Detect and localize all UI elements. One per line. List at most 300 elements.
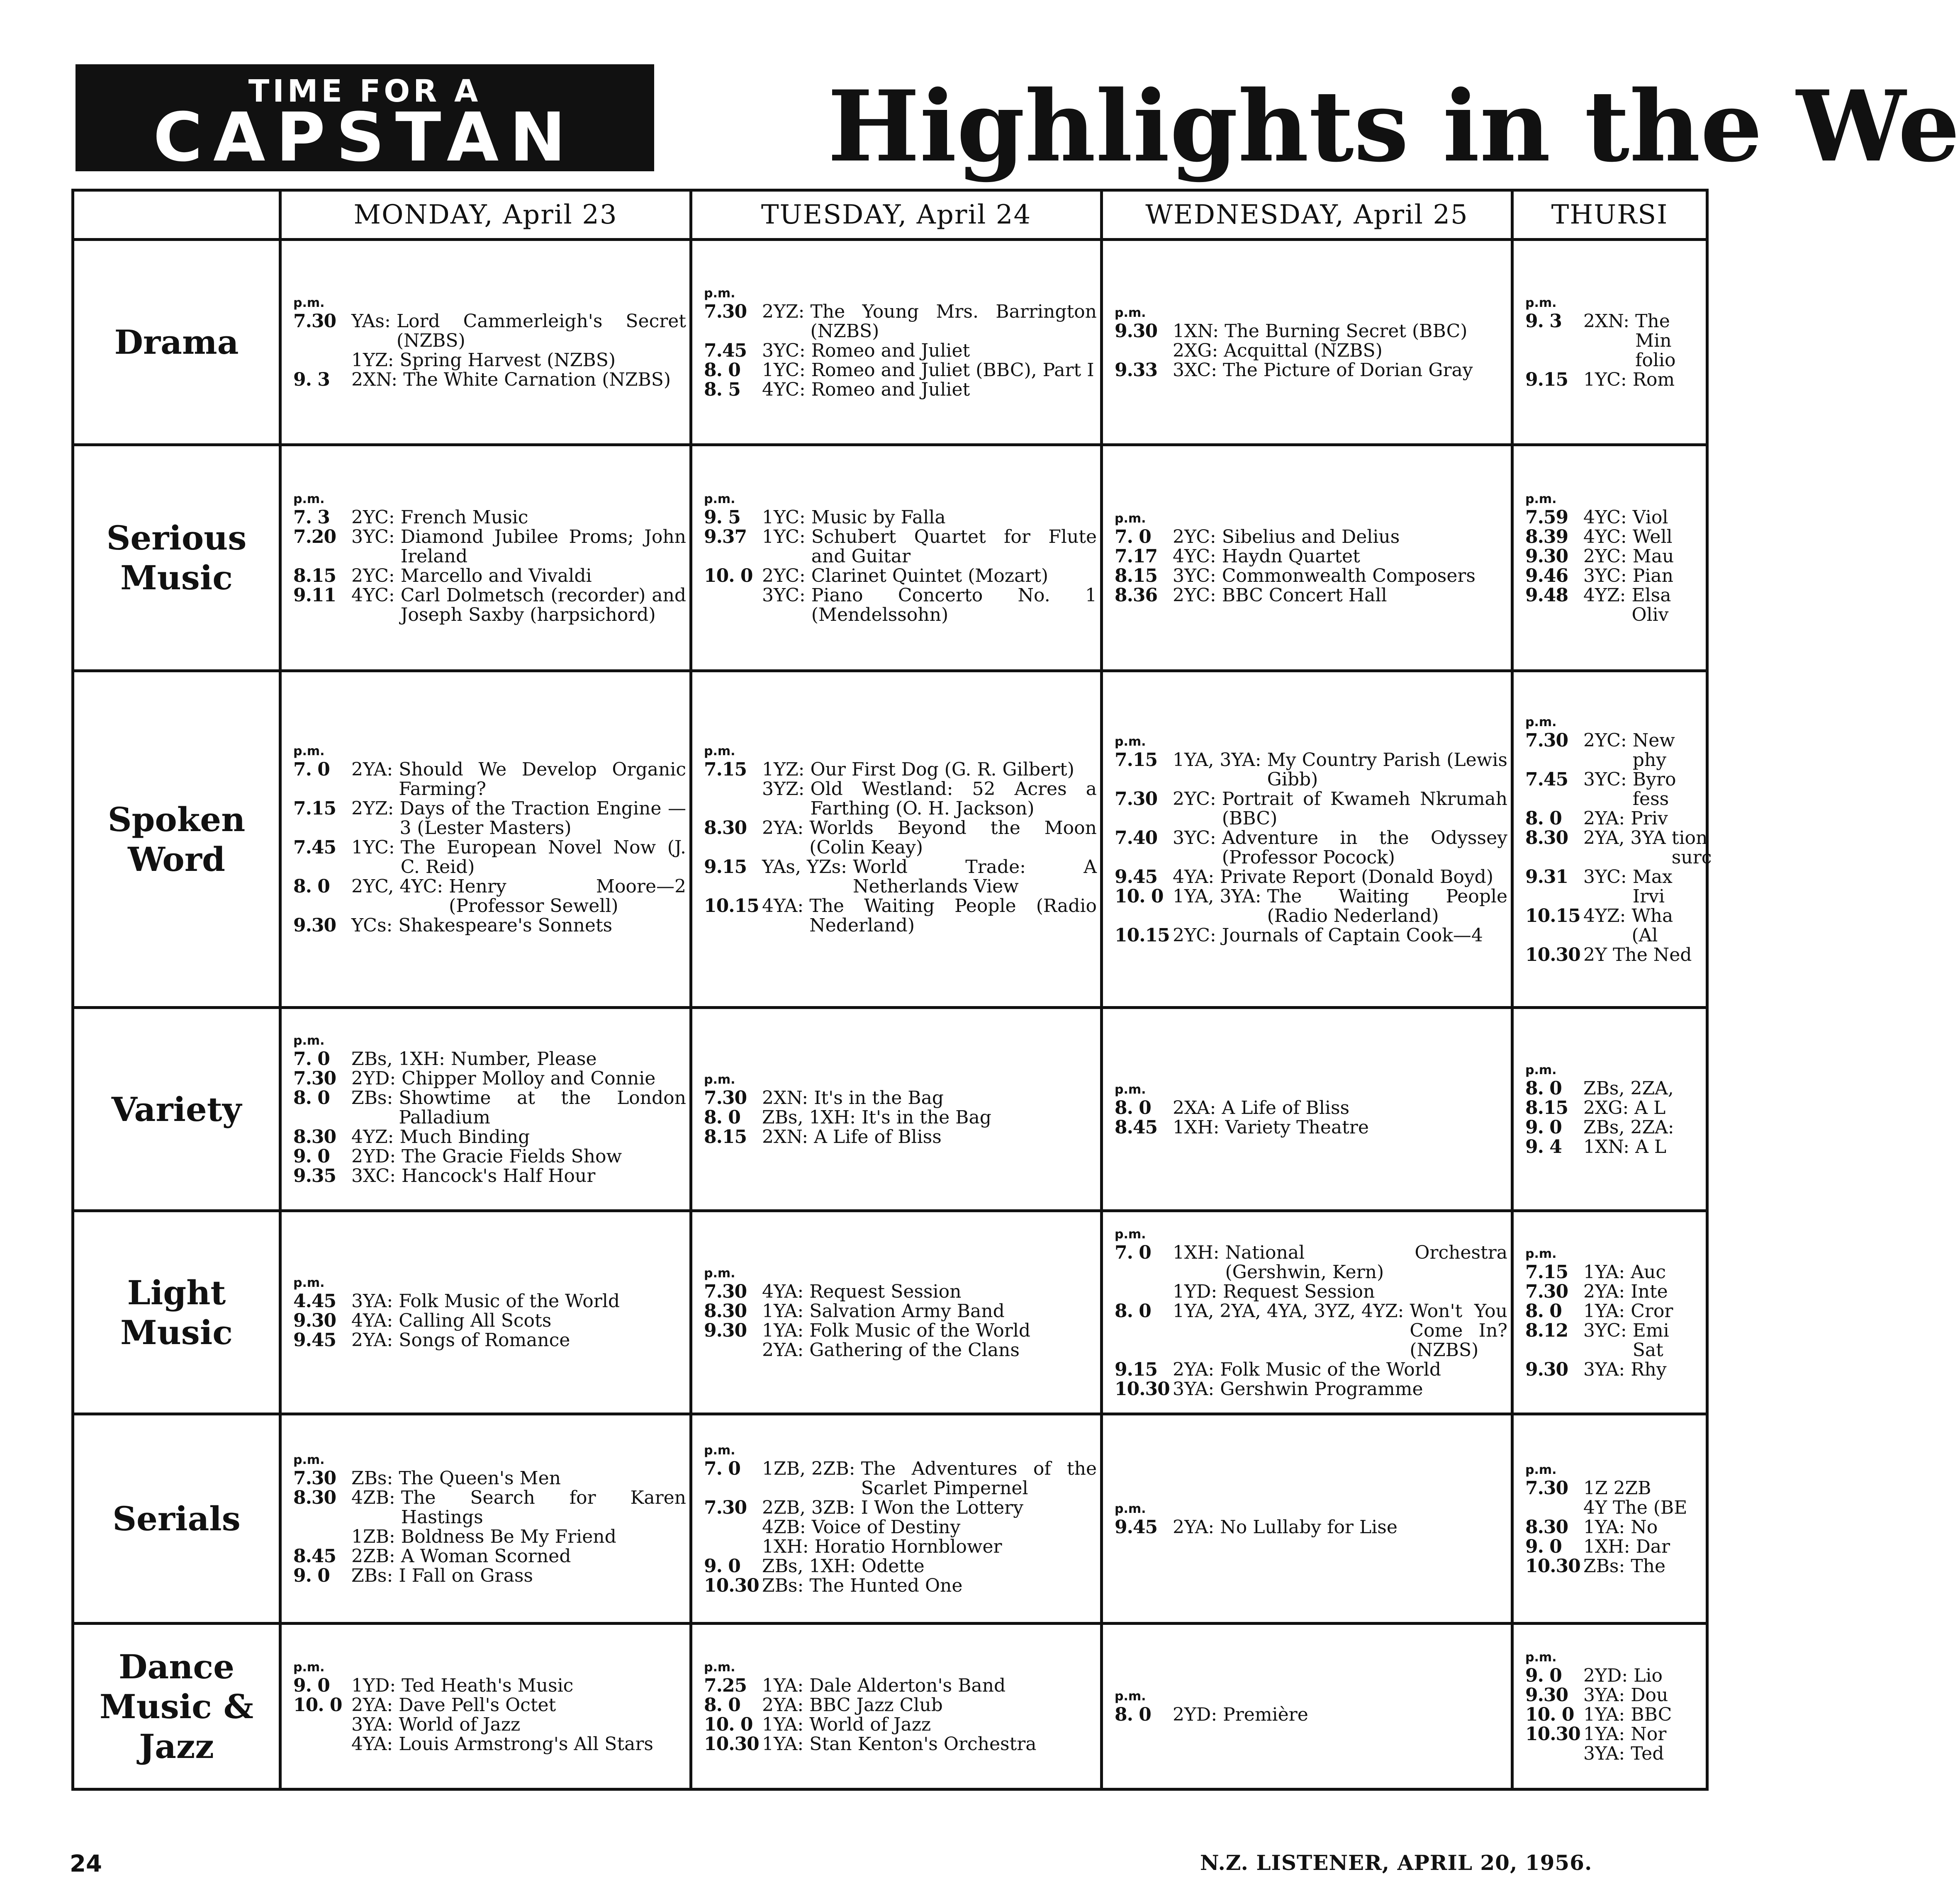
programme-time [293,1734,351,1754]
programme-time: 8.39 [1525,526,1568,547]
programme-stations: 2Y [1583,944,1607,965]
programme-entry [293,1127,686,1147]
pm-label: p.m. [1115,305,1146,320]
programme-entry [1525,731,1702,770]
programme-title: A L [1634,1097,1666,1118]
programme-title: Odette [861,1555,925,1577]
programme-time: 9.31 [1525,866,1568,887]
programme-time: 7. 0 [293,759,330,780]
programme-stations: 1XH: [1173,1242,1220,1263]
programme-time: 8.36 [1115,585,1158,606]
programme-entry [293,566,686,586]
programme-time: 7.30 [1525,1477,1568,1499]
programme-entry [704,1321,1097,1340]
programme-stations: 1ZB, 2ZB: [762,1458,855,1479]
programme-title: Our First Dog (G. R. Gilbert) [810,759,1074,780]
day-cell [1512,1008,1707,1211]
pm-label: p.m. [1525,1246,1557,1261]
day-header-tuesday: TUESDAY, April 24 [691,190,1102,240]
programme-stations: YAs: [351,311,391,332]
capstan-advert-banner [75,64,654,177]
programme-entry [1115,1301,1507,1360]
programme-entry [1115,566,1507,586]
programme-stations: 4YA: [351,1733,393,1755]
pm-label: p.m. [704,286,735,301]
programme-time: 7.30 [1525,1281,1568,1302]
programme-entry [293,1069,686,1088]
programme-time: 8. 0 [293,1087,330,1109]
programme-time [704,779,762,818]
programme-time: 9. 3 [293,369,330,390]
programme-stations: 2YA: [351,1694,393,1716]
programme-stations: 3YC: [1173,827,1216,849]
programme-entry [1525,1705,1702,1724]
programme-time: 9.15 [1115,1359,1158,1380]
programme-time: 7.15 [293,798,336,819]
programme-title: National Orchestra (Gershwin, Kern) [1225,1242,1507,1283]
programme-stations: 2YA: [351,1330,393,1351]
programme-time: 7.25 [704,1675,747,1696]
programme-stations: 2XG: [1173,340,1218,361]
programme-entry [1115,1360,1507,1379]
programme-title: A L [1635,1136,1667,1157]
programme-time [1115,1282,1173,1301]
programme-title: BBC Concert Hall [1222,585,1387,606]
programme-entry [704,1301,1097,1321]
programme-entry [1525,1118,1702,1137]
programme-stations: 1XN: [1173,320,1219,342]
day-cell [691,1414,1102,1624]
programme-entry [1115,1243,1507,1282]
programme-title: Lio [1634,1665,1663,1686]
programme-entry [1525,1360,1702,1379]
programme-entry [1525,1537,1702,1556]
programme-time [1525,1744,1583,1763]
programme-time: 8. 0 [293,876,330,897]
programme-stations: 1YD: [351,1675,396,1696]
programme-stations: 1YA, 3YA: [1173,749,1261,771]
programme-title: Romeo and Juliet [811,379,970,400]
programme-time: 10. 0 [293,1694,342,1716]
programme-time: 8. 0 [1115,1097,1151,1118]
programme-stations: ZBs: [351,1565,393,1586]
programme-stations: 2YA: [1173,1516,1215,1538]
programme-entry [1115,1517,1507,1537]
programme-stations: 3YA: [1583,1743,1625,1764]
programme-title: Priv [1631,807,1668,829]
programme-title: I Won the Lottery [861,1497,1024,1518]
programme-entry [704,1676,1097,1695]
day-cell [691,1624,1102,1789]
programme-entry [1525,1556,1702,1576]
programme-time: 8. 0 [704,1107,740,1128]
corner-cell [73,190,280,240]
programme-entry [704,1517,1097,1537]
programme-stations: 1XH: [1583,1536,1630,1557]
programme-entry [704,302,1097,341]
day-header-row [73,190,1707,240]
programme-entry [1525,1282,1702,1301]
programme-entry [1115,867,1507,887]
programme-entry [293,1291,686,1311]
pm-label: p.m. [704,492,735,506]
programme-time [293,350,351,370]
programme-title: Won't You Come In? (NZBS) [1410,1300,1507,1361]
programme-time: 7.30 [704,1497,747,1518]
programme-title: The Waiting People (Radio Nederland) [809,895,1097,936]
day-cell [280,445,691,671]
programme-time: 9.30 [1525,1685,1568,1706]
programme-stations: 1YC: [351,837,395,858]
programme-stations: 3YA: [1583,1685,1625,1706]
programme-time: 8. 0 [1525,807,1562,829]
programme-title: A Life of Bliss [1222,1097,1350,1118]
programme-time: 10.30 [1525,944,1580,965]
programme-time [293,1527,351,1546]
programme-stations: 2ZB, 3ZB: [762,1497,855,1518]
programme-title: A Woman Scorned [401,1546,571,1567]
category-label: Variety [73,1008,280,1211]
programme-title: Days of the Traction Engine —3 (Lester Masters) [399,798,686,839]
programme-time: 9. 0 [293,1675,330,1696]
pm-label: p.m. [1525,715,1557,729]
programme-time: 8.15 [704,1126,747,1148]
programme-entry [1525,1079,1702,1098]
programme-time [704,1340,762,1360]
programme-entry [704,566,1097,586]
programme-entry [1115,360,1507,380]
programme-stations: 4YC: [1583,507,1627,528]
pm-label: p.m. [293,1033,325,1048]
programme-title: Much Binding [399,1126,530,1148]
programme-title: BBC [1631,1704,1672,1725]
programme-title: Boldness Be My Friend [401,1526,616,1547]
programme-title: Music by Falla [811,507,946,528]
programme-stations: 2YC: [1583,729,1627,751]
programme-time: 8. 5 [704,379,740,400]
programme-entry [704,508,1097,527]
programme-title: Schubert Quartet for Flute and Guitar [811,526,1097,567]
programme-time: 8.30 [704,1300,747,1322]
programme-stations: 4YZ: [1583,585,1626,606]
day-cell [1102,1211,1512,1414]
programme-entry [293,1695,686,1715]
programme-entry [1525,867,1702,906]
programme-time: 7.15 [704,759,747,780]
programme-title: Showtime at the London Palladium [399,1087,686,1128]
programme-title: The Min folio [1635,311,1676,371]
day-cell [1512,1624,1707,1789]
programme-entry [293,1088,686,1127]
programme-stations: 4Y [1583,1497,1607,1518]
programme-entry [293,1676,686,1695]
programme-entry [1525,370,1702,389]
programme-title: Emi Sat [1632,1320,1669,1361]
programme-title: Wha (Al [1631,905,1673,946]
programme-stations: 2XN: [762,1087,808,1109]
programme-stations: 2YA: [762,817,804,839]
pm-label: p.m. [1115,1501,1146,1516]
programme-title: World Trade: A Netherlands View [852,856,1097,897]
programme-entry [1115,1705,1507,1724]
programme-title: Dale Alderton's Band [809,1675,1006,1696]
programme-entry [293,1049,686,1069]
programme-entry [704,1537,1097,1556]
programme-time: 8.30 [293,1126,336,1148]
category-row [73,445,1707,671]
programme-title: The Gracie Fields Show [402,1146,622,1167]
programme-stations: 1YA: [1583,1516,1625,1538]
programme-stations: ZBs: [351,1468,393,1489]
programme-time: 7.45 [1525,768,1568,790]
programme-time: 8. 0 [1115,1704,1151,1725]
pm-label: p.m. [293,296,325,310]
day-cell [1512,1414,1707,1624]
programme-entry [293,1527,686,1546]
programme-stations: 2YZ: [351,798,394,819]
programme-entry [293,877,686,916]
programme-entry [704,1459,1097,1498]
programme-stations: 1XH: [1173,1116,1220,1138]
programme-entry [1525,1262,1702,1282]
programme-stations: 2YC, 4YC: [351,876,443,897]
programme-time: 8.30 [1525,1516,1568,1538]
programme-time: 10.30 [1115,1378,1170,1400]
programme-title: Dar [1636,1536,1670,1557]
day-cell [1102,1624,1512,1789]
programme-entry [1115,321,1507,341]
programme-title: No [1631,1516,1658,1538]
programme-entry [293,916,686,935]
issue-line: N.Z. LISTENER, APRIL 20, 1956. [1200,1850,1592,1875]
programme-entry [293,586,686,625]
programme-stations: ZBs, 1XH: [762,1107,856,1128]
programme-entry [293,508,686,527]
programme-entry [293,799,686,838]
programme-title: It's in the Bag [861,1107,991,1128]
programme-entry [1525,1517,1702,1537]
programme-entry [704,527,1097,566]
programme-stations: 4YA: [762,895,804,917]
programme-title: Stan Kenton's Orchestra [809,1733,1037,1755]
highlights-table [71,189,1712,1791]
programme-title: New phy [1632,729,1675,771]
programme-title: The White Carnation (NZBS) [403,369,671,390]
programme-stations: 1YA: [1583,1261,1625,1283]
programme-stations: 3YA: [351,1291,393,1312]
programme-stations: 2YC: [1173,924,1216,946]
programme-entry [293,527,686,566]
programme-entry [293,370,686,389]
programme-time [704,1537,762,1556]
programme-stations: 1YC: [1583,369,1627,390]
programme-stations: 1YA: [762,1675,804,1696]
programme-time: 10.15 [704,895,759,917]
programme-title: Gershwin Programme [1220,1378,1423,1400]
programme-time: 7.30 [293,311,336,332]
programme-entry [293,1166,686,1186]
programme-title: Byro fess [1632,768,1676,810]
programme-title: World of Jazz [399,1714,521,1735]
pm-label: p.m. [293,1276,325,1290]
programme-title: Request Session [809,1281,962,1302]
pm-label: p.m. [704,1072,735,1087]
programme-stations: 2YZ: [762,301,805,322]
programme-entry [704,1088,1097,1108]
programme-entry [293,350,686,370]
programme-entry [704,341,1097,360]
programme-title: Mau [1632,546,1674,567]
programme-stations: 3XC: [1173,359,1217,381]
programme-title: Ted [1631,1743,1664,1764]
programme-stations: 3YC: [762,585,806,606]
programme-entry [1525,1301,1702,1321]
programme-title: Folk Music of the World [809,1320,1031,1341]
programme-title: Old Westland: 52 Acres a Farthing (O. H. Jackson) [810,778,1097,819]
programme-title: The Ned [1613,944,1692,965]
programme-stations: ZBs: [1583,1555,1625,1577]
programme-title: Spring Harvest (NZBS) [399,350,616,371]
programme-title: Gathering of the Clans [809,1339,1020,1361]
programme-entry [1525,586,1702,625]
programme-title: Private Report (Donald Boyd) [1220,866,1494,887]
programme-title: French Music [400,507,528,528]
programme-time: 9.30 [704,1320,747,1341]
programme-title: The Queen's Men [399,1468,561,1489]
programme-entry [1525,945,1702,965]
programme-entry [293,1330,686,1350]
day-cell [280,1414,691,1624]
pm-label: p.m. [1115,511,1146,526]
programme-title: The Waiting People (Radio Nederland) [1267,885,1507,926]
programme-time: 8.30 [704,817,747,839]
programme-title: Auc [1631,1261,1666,1283]
programme-title: Rom [1632,369,1675,390]
programme-entry [293,1311,686,1330]
programme-title: Pian [1632,565,1674,586]
day-cell [280,1624,691,1789]
programme-stations: 1YA: [1583,1704,1625,1725]
day-cell [280,1008,691,1211]
programme-stations: 2YC: [1583,546,1627,567]
programme-stations: 1YC: [762,526,806,547]
programme-title: Portrait of Kwameh Nkrumah (BBC) [1222,788,1507,829]
programme-entry [293,311,686,350]
programme-time: 9.15 [704,856,747,878]
programme-time: 8. 0 [1115,1300,1151,1322]
programme-entry [1525,1478,1702,1498]
programme-stations: 3XC: [351,1165,396,1186]
programme-stations: 1YA: [1583,1724,1625,1745]
programme-stations: 3YC: [1173,565,1216,586]
programme-stations: 2YD: [351,1146,396,1167]
programme-stations: ZBs: [762,1575,804,1596]
programme-time: 7.30 [293,1068,336,1089]
programme-stations: 2YD: [351,1068,396,1089]
programme-entry [704,1734,1097,1754]
programme-title: tion surc [1671,827,1712,868]
programme-title: No Lullaby for Lise [1220,1516,1398,1538]
programme-entry [1525,1137,1702,1157]
programme-title: Cror [1631,1300,1673,1322]
programme-title: Diamond Jubilee Proms; John Ireland [400,526,686,567]
programme-time: 7. 0 [1115,526,1151,547]
programme-title: The Burning Secret (BBC) [1225,320,1468,342]
programme-entry [1115,527,1507,547]
programme-stations: 4YZ: [351,1126,394,1148]
day-cell [691,671,1102,1008]
programme-time: 9.30 [293,1310,336,1331]
programme-time: 9. 0 [1525,1665,1562,1686]
programme-entry [704,1576,1097,1595]
programme-title: The (BE [1613,1497,1687,1518]
pm-label: p.m. [704,1443,735,1458]
programme-title: World of Jazz [809,1714,931,1735]
programme-stations: 2XG: [1583,1097,1629,1118]
programme-stations: 4YA: [1173,866,1215,887]
programme-time: 9. 5 [704,507,740,528]
programme-time: 9. 3 [1525,311,1562,332]
programme-entry [704,1282,1097,1301]
category-label: Drama [73,240,280,445]
programme-time: 9.37 [704,526,747,547]
programme-time: 7.59 [1525,507,1568,528]
programme-time: 7.45 [704,340,747,361]
page-number: 24 [70,1850,102,1877]
programme-title: The European Novel Now (J. C. Reid) [400,837,686,878]
pm-label: p.m. [704,1266,735,1281]
programme-time: 9.15 [1525,369,1568,390]
programme-stations: 4YZ: [1583,905,1626,926]
programme-title: Sibelius and Delius [1222,526,1400,547]
programme-time: 7.40 [1115,827,1158,849]
programme-title: Hancock's Half Hour [402,1165,596,1186]
pm-label: p.m. [1115,1689,1146,1704]
programme-time: 7.17 [1115,546,1158,567]
programme-time: 8.15 [293,565,336,586]
programme-stations: 2YC: [1173,788,1216,810]
programme-entry [704,1127,1097,1147]
programme-time: 7. 0 [293,1048,330,1070]
programme-time: 9.45 [1115,1516,1158,1538]
category-row [73,1414,1707,1624]
pm-label: p.m. [1525,1650,1557,1665]
day-cell [280,1211,691,1414]
programme-stations: 2YC: [762,565,806,586]
programme-title: Folk Music of the World [1220,1359,1441,1380]
programme-entry [704,779,1097,818]
programme-title: The Search for Karen Hastings [401,1487,686,1528]
day-cell [691,1008,1102,1211]
programme-stations: 2YC: [1173,526,1216,547]
programme-time: 9.45 [293,1330,336,1351]
programme-title: Lord Cammerleigh's Secret (NZBS) [396,311,686,351]
programme-title: It's in the Bag [814,1087,944,1109]
programme-title: Journals of Captain Cook—4 [1222,924,1483,946]
pm-label: p.m. [1115,1227,1146,1242]
programme-entry [704,1715,1097,1734]
day-cell [280,671,691,1008]
programme-entry [293,1147,686,1166]
pm-label: p.m. [1115,1082,1146,1097]
programme-time: 9.45 [1115,866,1158,887]
pm-label: p.m. [1525,296,1557,310]
programme-time: 7. 0 [704,1458,740,1479]
programme-stations: 1YZ: [351,350,394,371]
programme-stations: 3YC: [1583,1320,1627,1341]
programme-entry [1525,1744,1702,1763]
programme-time [293,1715,351,1734]
